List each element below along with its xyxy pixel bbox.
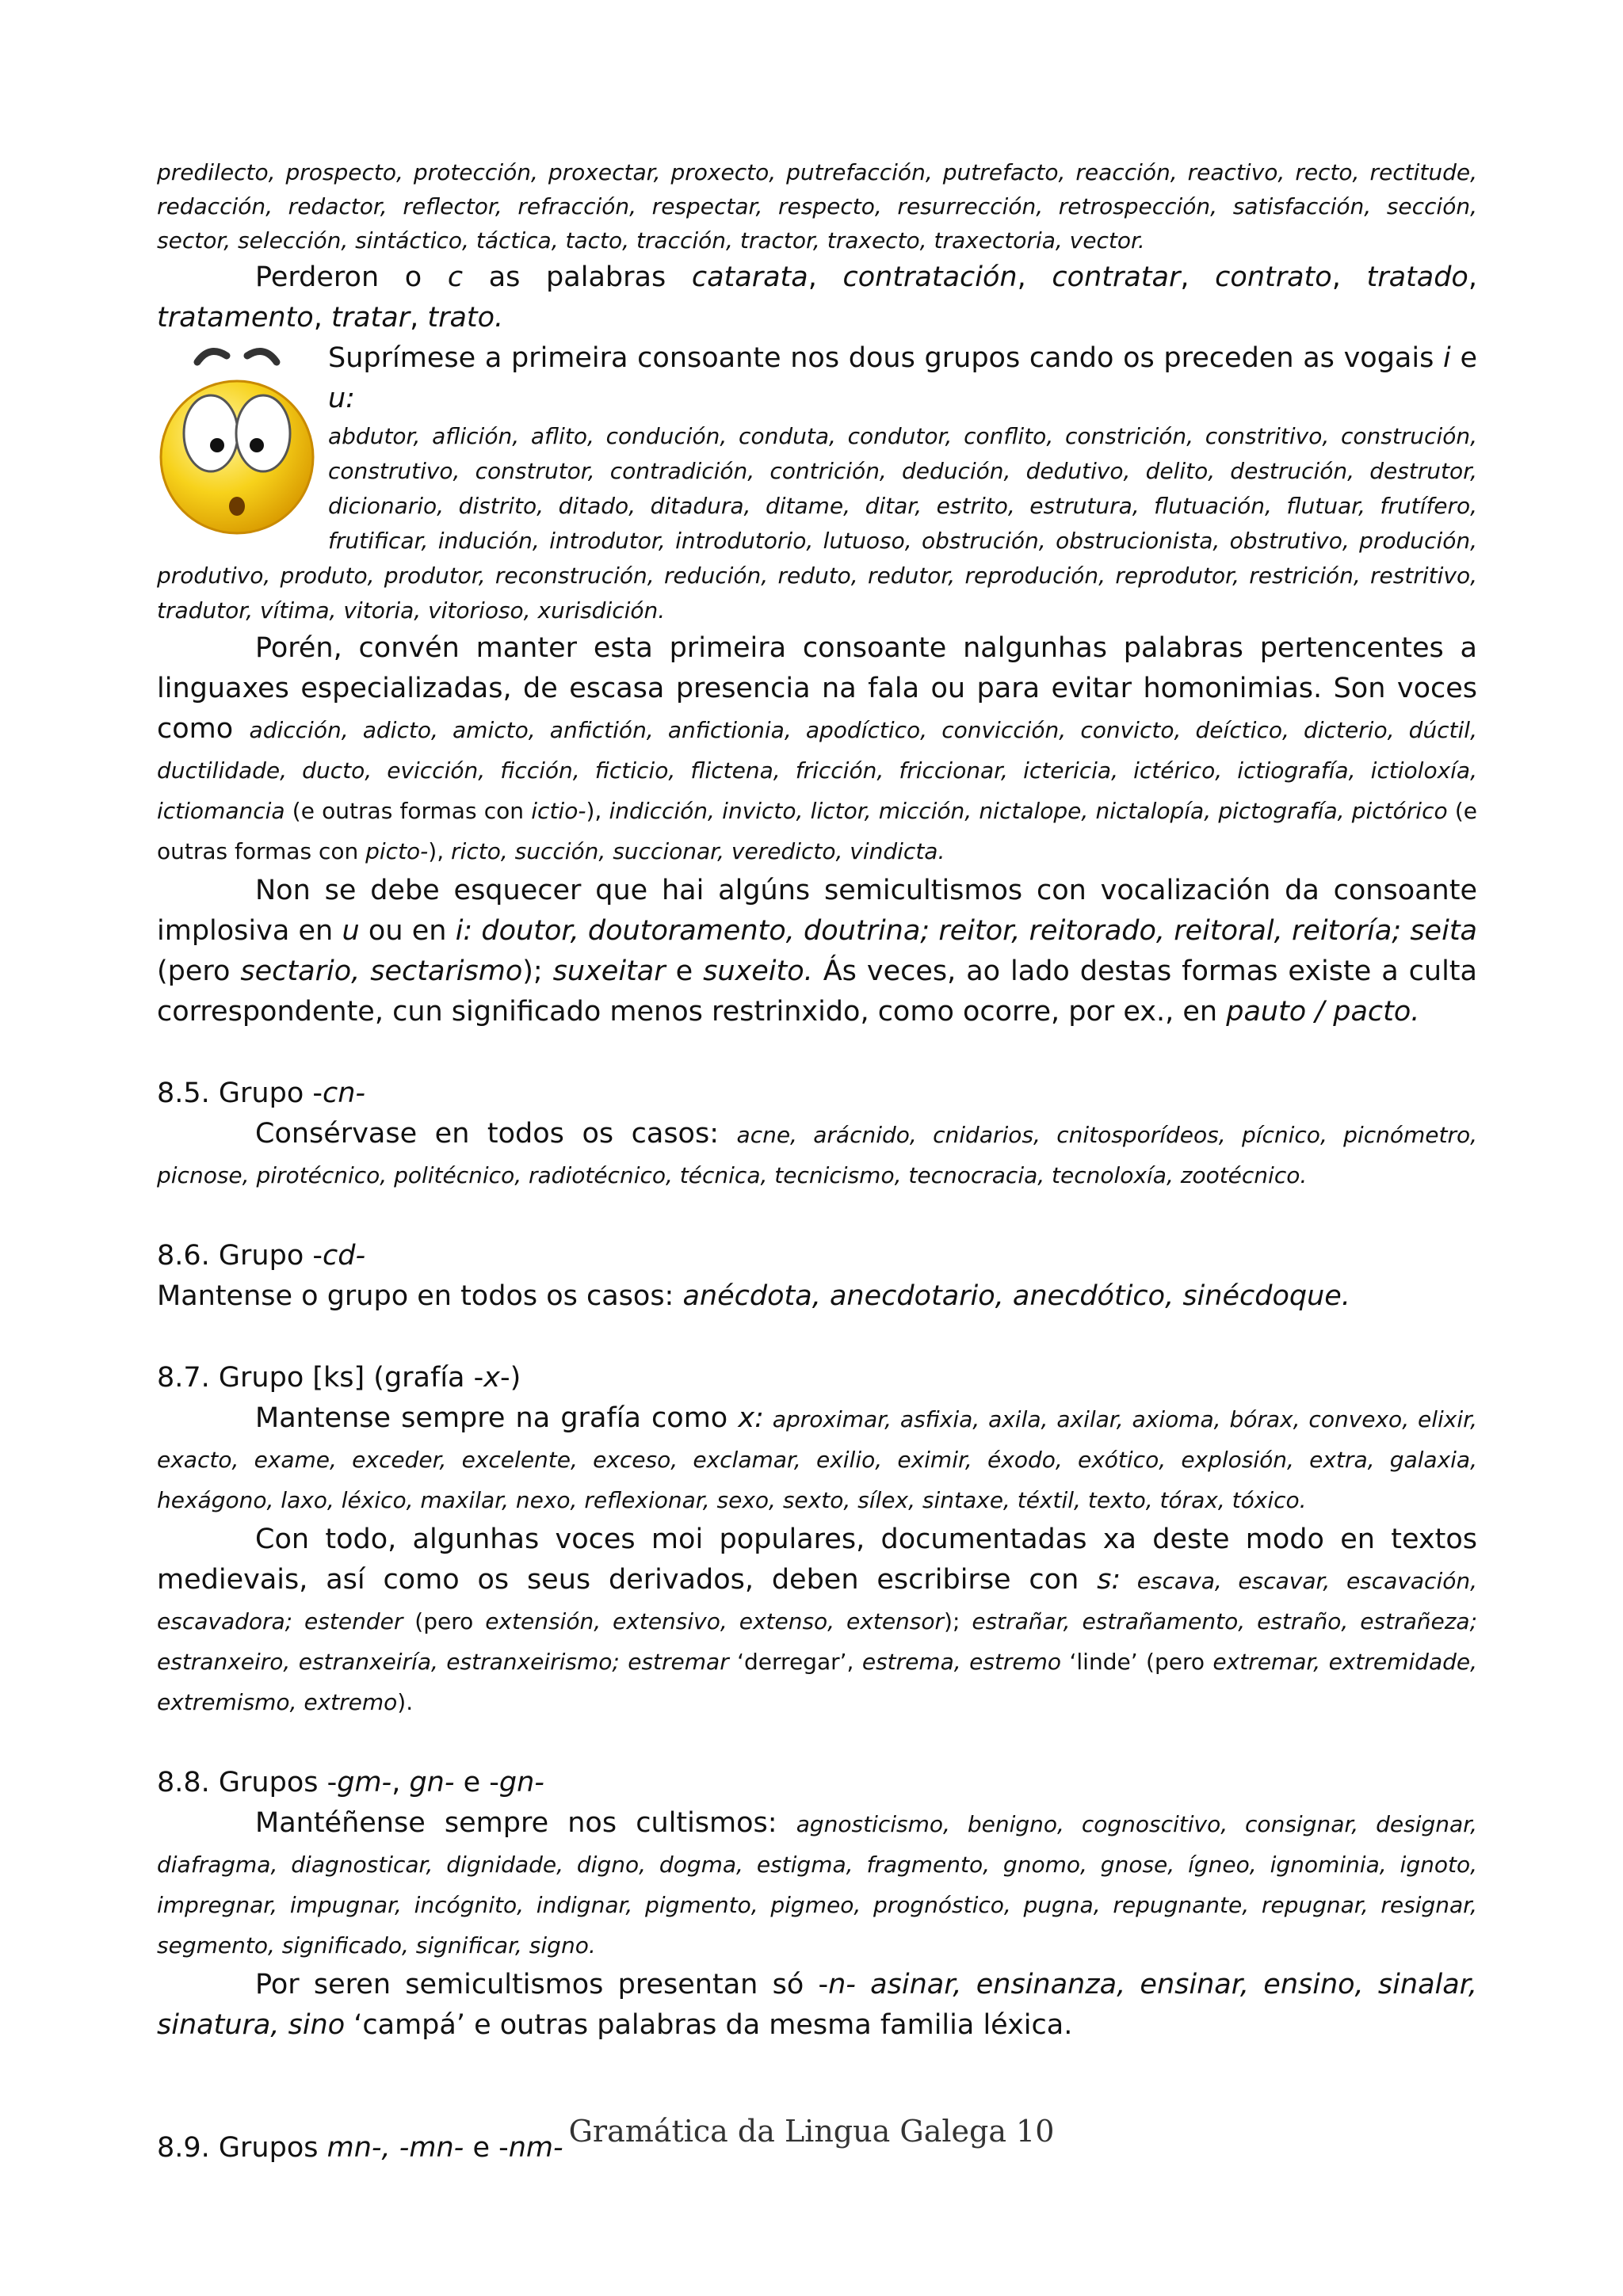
paragraph-gm-gn: Mantéñense sempre nos cultismos: agnosticismo, benigno, cognoscitivo, consignar, designar, diafragma, diagnosticar, dignidade, digno, dogma, estigma, fragmento, gnomo, gnose, ígneo, ignominia, ignoto, impregnar, impugnar, incógnito, indignar, pigmento, pigmeo, prognóstico, pugna, repugnante, repugnar, resignar, segmento, significado, significar, signo. (157, 1807, 1477, 1958)
word-list-continuation (157, 155, 1477, 257)
paragraph-suppression-intro: Suprímese a primeira consoante nos dous grupos cando os preceden as vogais i e u: (328, 342, 1477, 414)
spacer (157, 1032, 1477, 1074)
paragraph-n-semicultisms: Por seren semicultismos presentan só -n- asinar, ensinanza, ensinar, ensino, sinalar, sinatura, sino ‘campá’ e outras palabras da mesma familia léxica. (157, 1969, 1477, 2041)
section-heading-8-8: 8.8. Grupos -gm-, gn- e -gn- (157, 1767, 544, 1798)
section-heading-8-9: 8.9. Grupos mn-, -mn- e -nm- (157, 2132, 563, 2164)
paragraph-semicultisms: Non se debe esquecer que hai algúns semicultismos con vocalización da consoante implosiva en u ou en i: doutor, doutoramento, doutrina; reitor, reitorado, reitoral, reitoría; seita (pero sectario, sectarismo); suxeitar e suxeito. Ás veces, ao lado destas formas existe a culta correspondente, cun significado menos restrinxido, como ocorre, por ex., en pauto / pacto. (157, 875, 1477, 1028)
spacer (157, 1195, 1477, 1236)
section-heading-8-6: 8.6. Grupo -cd- (157, 1240, 366, 1272)
page-content (157, 155, 1477, 2168)
paragraph-cd: Mantense o grupo en todos os casos: anécdota, anecdotario, anecdótico, sinécdoque. (157, 1280, 1350, 1312)
paragraph-text: predilecto, prospecto, protección, proxectar, proxecto, putrefacción, putrefacto, reacción, reactivo, recto, rectitude, redacción, redactor, reflector, refracción, respectar, respecto, resurrección, retrospección, satisfacción, sección, sector, selección, sintáctico, táctica, tacto, tracción, tractor, traxecto, traxectoria, vector. (157, 159, 1477, 254)
paragraph-suppression-block (157, 338, 1477, 628)
paragraph-x-grafia: Mantense sempre na grafía como x: aproximar, asfixia, axila, axilar, axioma, bórax, convexo, elixir, exacto, exame, exceder, excelente, exceso, exclamar, exilio, eximir, éxodo, exótico, explosión, extra, galaxia, hexágono, laxo, léxico, maxilar, nexo, reflexionar, sexo, sexto, sílex, sintaxe, téxtil, texto, tórax, tóxico. (157, 1402, 1477, 1513)
paragraph-keep-consonant: Porén, convén manter esta primeira consoante nalgunhas palabras pertencentes a linguaxes especializadas, de escasa presencia na fala ou para evitar homonimias. Son voces como adicción, adicto, amicto, anfictión, anfictionia, apodíctico, convicción, convicto, deíctico, dicterio, dúctil, ductilidade, ducto, evicción, ficción, ficticio, flictena, fricción, friccionar, ictericia, ictérico, ictiografía, ictioloxía, ictiomancia (e outras formas con ictio-), indicción, invicto, lictor, micción, nictalope, nictalopía, pictografía, pictórico (e outras formas con picto-), ricto, succión, succionar, veredicto, vindicta. (157, 632, 1478, 864)
spacer (157, 1317, 1477, 1358)
page-footer (0, 2114, 1623, 2149)
paragraph-lost-c: Perderon o c as palabras catarata, contratación, contratar, contrato, tratado, tratamento, tratar, trato. (157, 261, 1477, 334)
paragraph-cn: Consérvase en todos os casos: acne, arácnido, cnidarios, cnitosporídeos, pícnico, picnómetro, picnose, pirotécnico, politécnico, radiotécnico, técnica, tecnicismo, tecnocracia, tecnoloxía, zootécnico. (157, 1118, 1477, 1188)
word-list-suppression: abdutor, aflición, aflito, condución, conduta, condutor, conflito, constrición, constritivo, construción, construtivo, construtor, contradición, contrición, dedución, dedutivo, delito, destrución, destrutor, dicionario, distrito, ditado, ditadura, ditame, ditar, estrito, estrutura, flutuación, flutuar, frutífero, frutificar, indución, introdutor, introdutorio, lutuoso, obstrución, obstrucionista, obstrutivo, produción, produtivo, produto, produtor, reconstrución, redución, reduto, redutor, reprodución, reprodutor, restrición, restritivo, tradutor, vítima, vitoria, vitorioso, xurisdición. (157, 423, 1477, 624)
section-heading-8-5: 8.5. Grupo -cn- (157, 1077, 366, 1109)
section-heading-8-7: 8.7. Grupo [ks] (grafía -x-) (157, 1362, 521, 1394)
paragraph-s-grafia: Con todo, algunhas voces moi populares, documentadas xa deste modo en textos medievais, así como os seus derivados, deben escribirse con s: escava, escavar, escavación, escavadora; estender (pero extensión, extensivo, extenso, extensor); estrañar, estrañamento, estraño, estrañeza; estranxeiro, estranxeiría, estranxeirismo; estremar ‘derregar’, estrema, estremo ‘linde’ (pero extremar, extremidade, extremismo, extremo). (157, 1524, 1478, 1715)
footer-text: Gramática da Lingua Galega 10 (568, 2114, 1055, 2149)
surprised-face-emoticon-icon (154, 338, 320, 541)
spacer (157, 1722, 1477, 1763)
